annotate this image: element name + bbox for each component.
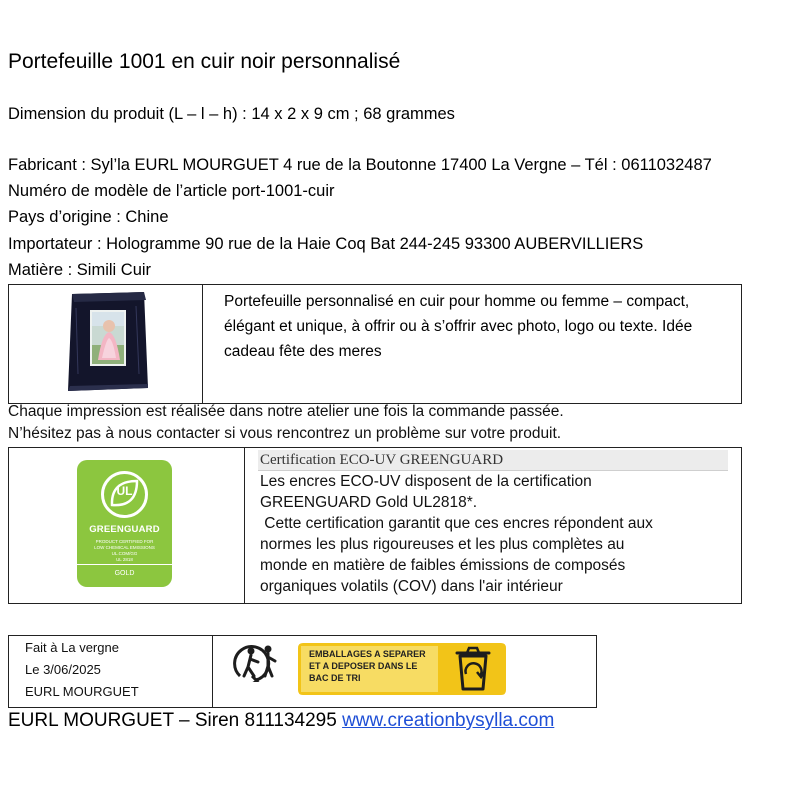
dimension-label: Dimension du produit (L – l – h) bbox=[8, 105, 238, 123]
greenguard-logo bbox=[77, 460, 172, 587]
notice-line-2: N’hésitez pas à nous contacter si vous rencontrez un problème sur votre produit. bbox=[8, 425, 562, 442]
certification-line-4: normes les plus rigoureuses et les plus complètes au bbox=[260, 536, 625, 553]
recycling-line-1: EMBALLAGES A SEPARER bbox=[309, 649, 426, 659]
modele-value: port-1001-cuir bbox=[227, 182, 335, 200]
recycle-bin-icon bbox=[450, 644, 496, 694]
pays-label: Pays d’origine bbox=[8, 208, 112, 226]
signature-block bbox=[25, 637, 139, 703]
certification-text bbox=[260, 471, 740, 597]
triman-icon bbox=[230, 640, 288, 682]
importateur-label: Importateur bbox=[8, 235, 93, 253]
signature-place: Fait à La vergne bbox=[25, 640, 119, 655]
matiere-label: Matière bbox=[8, 261, 64, 279]
dimension-value: : 14 x 2 x 9 cm ; 68 grammes bbox=[237, 105, 455, 123]
certification-table-divider bbox=[244, 448, 245, 603]
modele-label: Numéro de modèle de l’article bbox=[8, 182, 228, 200]
footer-website-link[interactable]: www.creationbysylla.com bbox=[342, 710, 555, 731]
pays-line bbox=[8, 208, 169, 227]
greenguard-small-1: PRODUCT CERTIFIED FOR bbox=[95, 539, 154, 544]
notice-line-1: Chaque impression est réalisée dans notre atelier une fois la commande passée. bbox=[8, 403, 564, 420]
certification-heading: Certification ECO-UV GREENGUARD bbox=[258, 450, 728, 471]
fabricant-value: Syl’la EURL MOURGUET 4 rue de la Boutonne 17400 La Vergne – Tél : 0611032487 bbox=[85, 156, 712, 174]
product-table bbox=[8, 284, 742, 404]
greenguard-name: GREENGUARD bbox=[89, 524, 160, 535]
greenguard-separator bbox=[77, 564, 172, 565]
footer-company: EURL MOURGUET – Siren 811134295 bbox=[8, 710, 343, 731]
pays-value: : Chine bbox=[111, 208, 169, 226]
recycling-line-3: BAC DE TRI bbox=[309, 673, 361, 683]
greenguard-small-3: UL.COM/GG bbox=[111, 551, 138, 556]
greenguard-small-4: UL 2818 bbox=[116, 557, 133, 562]
product-table-divider bbox=[202, 285, 203, 403]
matiere-value: : Simili Cuir bbox=[63, 261, 152, 279]
certification-line-3: Cette certification garantit que ces encres répondent aux bbox=[260, 515, 653, 532]
recycling-text bbox=[309, 648, 426, 684]
ul-mark: UL bbox=[116, 484, 133, 498]
footer bbox=[8, 710, 554, 732]
fabricant-line bbox=[8, 156, 712, 175]
certification-line-6: organiques volatils (COV) dans l'air intérieur bbox=[260, 578, 563, 595]
signature-company: EURL MOURGUET bbox=[25, 684, 139, 699]
greenguard-small-2: LOW CHEMICAL EMISSIONS bbox=[94, 545, 155, 550]
importateur-value: : Hologramme 90 rue de la Haie Coq Bat 244-245 93300 AUBERVILLIERS bbox=[92, 235, 644, 253]
page-title: Portefeuille 1001 en cuir noir personnalisé bbox=[8, 50, 401, 73]
recycling-line-2: ET A DEPOSER DANS LE bbox=[309, 661, 418, 671]
greenguard-small-text bbox=[77, 539, 172, 563]
modele-line bbox=[8, 182, 335, 201]
wallet-product-image bbox=[64, 290, 164, 396]
product-description: Portefeuille personnalisé en cuir pour homme ou femme – compact, élégant et unique, à offrir ou à s’offrir avec photo, logo ou texte. Idée cadeau fête des meres bbox=[224, 293, 693, 360]
signature-table-divider bbox=[212, 636, 213, 707]
signature-date: Le 3/06/2025 bbox=[25, 662, 101, 677]
importateur-line bbox=[8, 235, 643, 254]
certification-line-1: Les encres ECO-UV disposent de la certification bbox=[260, 473, 592, 490]
certification-line-2: GREENGUARD Gold UL2818*. bbox=[260, 494, 478, 511]
matiere-line bbox=[8, 261, 151, 280]
certification-line-5: monde en matière de faibles émissions de composés bbox=[260, 557, 626, 574]
greenguard-gold: GOLD bbox=[114, 570, 135, 577]
dimension-line bbox=[8, 105, 455, 124]
fabricant-label: Fabricant : bbox=[8, 156, 86, 174]
